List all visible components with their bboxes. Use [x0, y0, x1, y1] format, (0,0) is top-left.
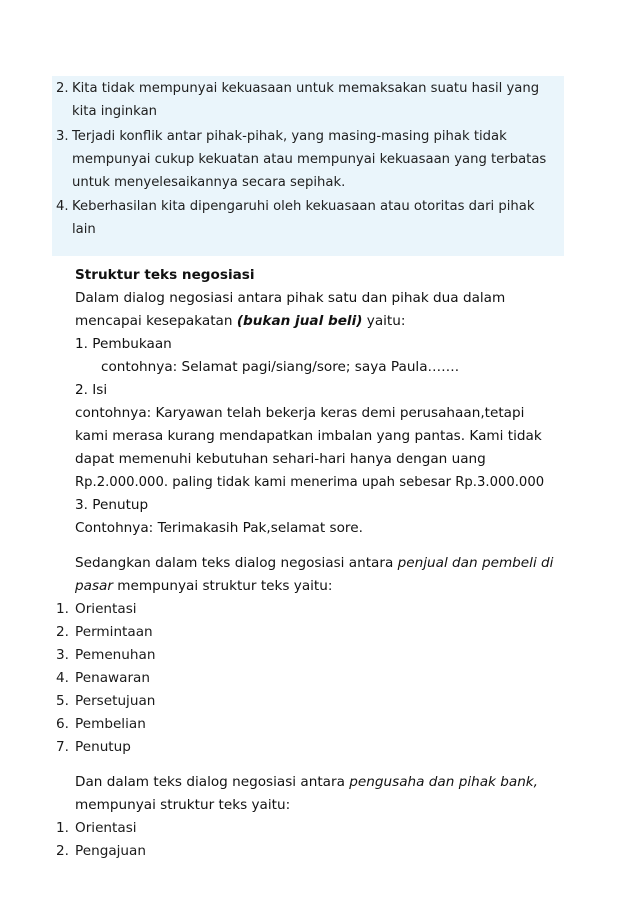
list-item: Permintaan [75, 624, 153, 640]
list-number: 4. [56, 670, 69, 686]
paragraph-line: mencapai kesepakatan (bukan jual beli) yaitu: [75, 313, 406, 329]
list-number: 3. [56, 647, 69, 663]
list-number: 2. [56, 81, 69, 96]
emphasis-text: pengusaha dan pihak bank, [349, 774, 539, 790]
example-line: dapat memenuhi kebutuhan sehari-hari hanya dengan uang [75, 451, 486, 467]
list-number: 1. [56, 820, 69, 836]
paragraph-line: mempunyai struktur teks yaitu: [75, 797, 291, 813]
list-line: Keberhasilan kita dipengaruhi oleh kekuasaan atau otoritas dari pihak [72, 199, 535, 214]
paragraph-line: Sedangkan dalam teks dialog negosiasi antara penjual dan pembeli di [75, 555, 554, 571]
list-item: Pengajuan [75, 843, 146, 859]
emphasis-text: pasar [75, 578, 113, 594]
list-item: Penutup [75, 739, 131, 755]
list-number: 2. [56, 624, 69, 640]
list-number: 1. [56, 601, 69, 617]
paragraph-line: Dan dalam teks dialog negosiasi antara pengusaha dan pihak bank, [75, 774, 539, 790]
section-heading: Struktur teks negosiasi [75, 267, 255, 283]
list-line: untuk menyelesaikannya secara sepihak. [72, 175, 346, 190]
list-line: lain [72, 222, 96, 237]
list-line: mempunyai cukup kekuatan atau mempunyai kekuasaan yang terbatas [72, 152, 547, 167]
list-number: 2. [56, 843, 69, 859]
list-number: 4. [56, 199, 69, 214]
example-line: contohnya: Selamat pagi/siang/sore; saya Paula……. [101, 359, 460, 375]
structure-step: 3. Penutup [75, 497, 149, 513]
example-line: Rp.2.000.000. paling tidak kami menerima upah sebesar Rp.3.000.000 [75, 475, 545, 490]
paragraph-line: Dalam dialog negosiasi antara pihak satu dan pihak dua dalam [75, 290, 506, 306]
list-item: Penawaran [75, 670, 151, 686]
paragraph-line: pasar mempunyai struktur teks yaitu: [75, 578, 333, 594]
list-line: kita inginkan [72, 104, 158, 119]
list-item: Persetujuan [75, 693, 156, 709]
list-line: Terjadi konflik antar pihak-pihak, yang masing-masing pihak tidak [72, 129, 507, 144]
example-line: Contohnya: Terimakasih Pak,selamat sore. [75, 520, 363, 536]
list-number: 5. [56, 693, 69, 709]
list-line: Kita tidak mempunyai kekuasaan untuk memaksakan suatu hasil yang [72, 81, 540, 96]
list-item: Pembelian [75, 716, 146, 732]
list-item: Orientasi [75, 601, 137, 617]
example-line: kami merasa kurang mendapatkan imbalan yang pantas. Kami tidak [75, 428, 542, 444]
structure-step: 1. Pembukaan [75, 336, 172, 352]
emphasis-text: penjual dan pembeli di [397, 555, 554, 571]
list-number: 7. [56, 739, 69, 755]
emphasis-text: (bukan jual beli) [236, 313, 363, 329]
list-item: Orientasi [75, 820, 137, 836]
structure-step: 2. Isi [75, 382, 108, 398]
list-item: Pemenuhan [75, 647, 156, 663]
list-number: 6. [56, 716, 69, 732]
list-number: 3. [56, 129, 69, 144]
example-line: contohnya: Karyawan telah bekerja keras demi perusahaan,tetapi [75, 405, 525, 421]
